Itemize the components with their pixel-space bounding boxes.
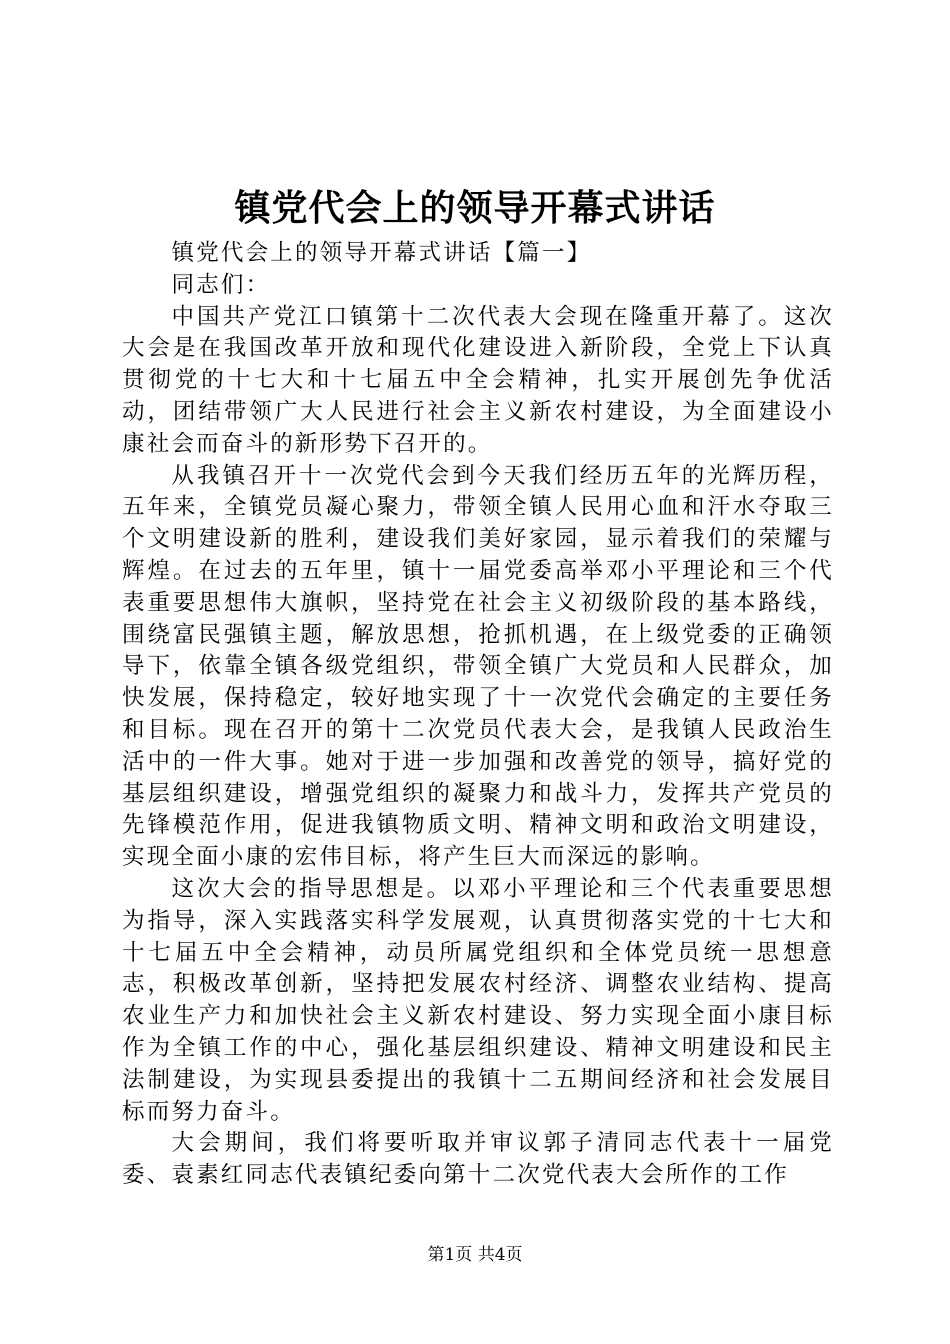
document-body	[122, 238, 834, 1192]
section-heading: 镇党代会上的领导开幕式讲话【篇一】	[171, 240, 592, 266]
document-title: 镇党代会上的领导开幕式讲话	[234, 187, 716, 229]
salutation: 同志们：	[171, 271, 271, 298]
page-number-footer: 第1页 共4页	[427, 1245, 523, 1265]
paragraph: 从我镇召开十一次党代会到今天我们经历五年的光辉历程，五年来，全镇党员凝心聚力，带领全镇人民用心血和汗水夺取三个文明建设新的胜利，建设我们美好家园，显示着我们的荣耀与辉煌。在过去的五年里，镇十一届党委高举邓小平理论和三个代表重要思想伟大旗帜，坚持党在社会主义初级阶段的基本路线，围绕富民强镇主题，解放思想，抢抓机遇，在上级党委的正确领导下，依靠全镇各级党组织，带领全镇广大党员和人民群众，加快发展，保持稳定，较好地实现了十一次党代会确定的主要任务和目标。现在召开的第十二次党员代表大会，是我镇人民政治生活中的一件大事。她对于进一步加强和改善党的领导，搞好党的基层组织建设，增强党组织的凝聚力和战斗力，发挥共产党员的先锋模范作用，促进我镇物质文明、精神文明和政治文明建设，实现全面小康的宏伟目标，将产生巨大而深远的影响。	[122, 462, 834, 871]
paragraph: 这次大会的指导思想是。以邓小平理论和三个代表重要思想为指导，深入实践落实科学发展观，认真贯彻落实党的十七大和十七届五中全会精神，动员所属党组织和全体党员统一思想意志，积极改革创新，坚持把发展农村经济、调整农业结构、提高农业生产力和加快社会主义新农村建设、努力实现全面小康目标作为全镇工作的中心，强化基层组织建设、精神文明建设和民主法制建设，为实现县委提出的我镇十二五期间经济和社会发展目标而努力奋斗。	[122, 875, 834, 1125]
paragraph: 中国共产党江口镇第十二次代表大会现在隆重开幕了。这次大会是在我国改革开放和现代化建设进入新阶段，全党上下认真贯彻党的十七大和十七届五中全会精神，扎实开展创先争优活动，团结带领广大人民进行社会主义新农村建设，为全面建设小康社会而奋斗的新形势下召开的。	[122, 303, 834, 457]
paragraph: 大会期间，我们将要听取并审议郭子清同志代表十一届党委、袁素红同志代表镇纪委向第十二次党代表大会所作的工作	[122, 1130, 834, 1189]
